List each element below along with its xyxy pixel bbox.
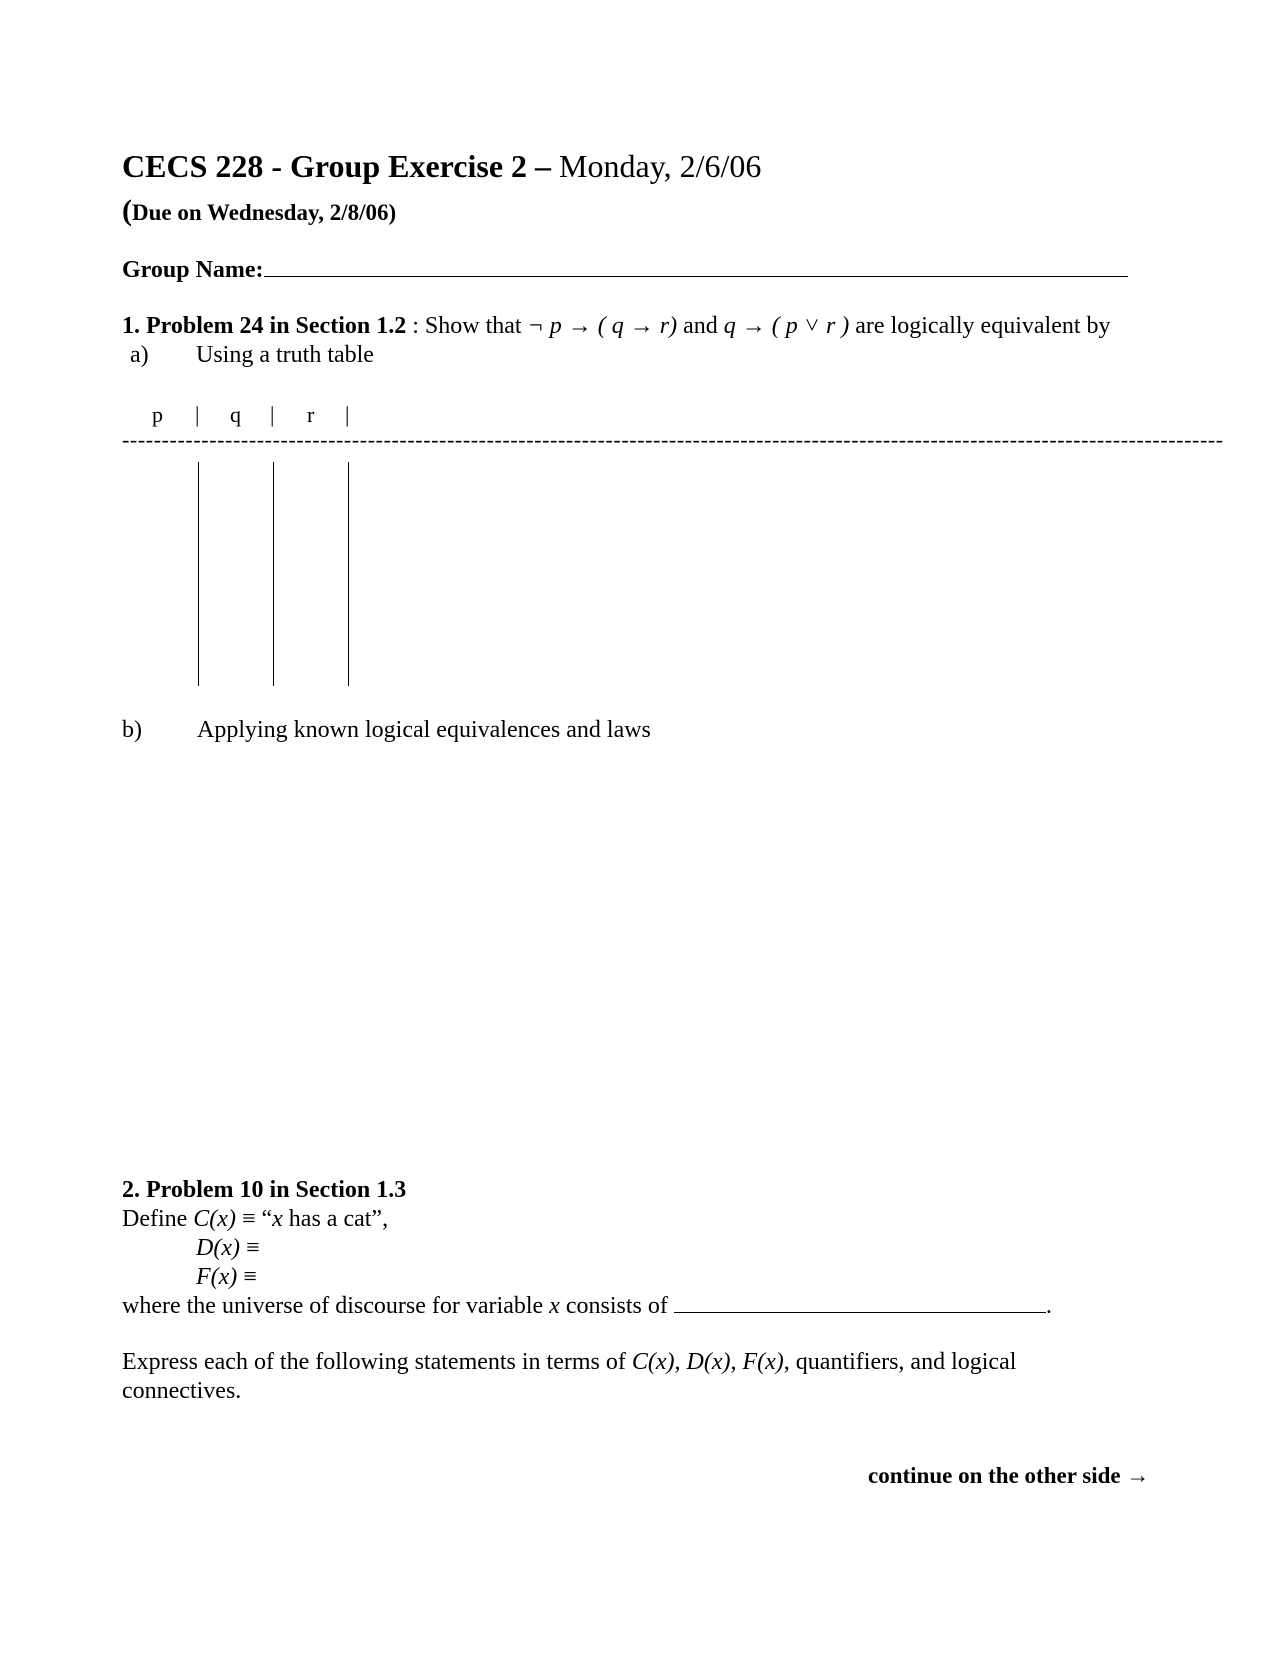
express-tail: , quantifiers, and logical — [783, 1349, 1017, 1375]
universe-blank[interactable] — [674, 1292, 1046, 1313]
truth-table-column-line — [348, 462, 349, 686]
column-r: r — [307, 402, 315, 427]
due-paren: ( — [122, 194, 132, 227]
expression-1: ¬ p → ( q → r) — [527, 313, 678, 339]
define-prefix: Define — [122, 1206, 194, 1232]
predicate-c: C(x) — [193, 1206, 236, 1232]
truth-table-divider: ------------------------------------------------------------------------------------------------------------------------------------------- — [122, 427, 1224, 452]
problem-1-intro: : Show that — [406, 313, 528, 339]
express-instructions-cont: connectives. — [122, 1378, 242, 1404]
column-separator: | — [345, 402, 350, 427]
universe-variable: x — [549, 1293, 560, 1319]
part-b — [122, 717, 651, 744]
problem-1-statement — [122, 313, 1111, 340]
part-a-label: a) — [130, 342, 149, 368]
exercise-date: Monday, 2/6/06 — [559, 148, 762, 184]
column-q: q — [230, 402, 241, 427]
due-date — [122, 194, 396, 228]
universe-tail: consists of — [559, 1293, 674, 1319]
predicate-f: F(x) — [196, 1264, 238, 1290]
c-definition: has a cat”, — [282, 1206, 389, 1232]
problem-1-tail: are logically equivalent by — [849, 313, 1111, 339]
and-text: and — [677, 313, 724, 339]
page-title — [122, 148, 761, 185]
truth-table-column-line — [198, 462, 199, 686]
part-a — [130, 342, 374, 369]
f-equiv: ≡ — [237, 1264, 257, 1290]
express-predicates: C(x), D(x), F(x) — [631, 1349, 784, 1375]
group-name-blank[interactable] — [264, 256, 1128, 277]
d-equiv: ≡ — [239, 1235, 260, 1261]
express-instructions — [122, 1349, 1016, 1376]
group-name-line — [122, 256, 1128, 284]
express-text: Express each of the following statements in terms of — [122, 1349, 632, 1375]
part-b-text: Applying known logical equivalences and laws — [197, 717, 651, 743]
problem-1-heading: 1. Problem 24 in Section 1.2 — [122, 313, 407, 339]
column-separator: | — [270, 402, 275, 427]
universe-line — [122, 1292, 1052, 1320]
define-d — [196, 1235, 260, 1262]
expression-2: q → ( p ˅ r ) — [723, 313, 850, 339]
continue-note: continue on the other side → — [868, 1463, 1150, 1488]
column-p: p — [152, 402, 163, 427]
column-separator: | — [195, 402, 200, 427]
universe-text: where the universe of discourse for variable — [122, 1293, 550, 1319]
define-c — [122, 1206, 388, 1233]
define-f — [196, 1264, 257, 1291]
predicate-d: D(x) — [196, 1235, 240, 1261]
part-b-label: b) — [122, 717, 142, 743]
c-variable: x — [272, 1206, 283, 1232]
universe-end: . — [1045, 1293, 1052, 1319]
part-a-text: Using a truth table — [196, 342, 374, 368]
c-equiv: ≡ “ — [235, 1206, 273, 1232]
course-title: CECS 228 - Group Exercise 2 — [122, 148, 528, 184]
due-text: Due on Wednesday, 2/8/06) — [132, 200, 397, 225]
group-name-label: Group Name: — [122, 257, 264, 283]
problem-2-heading: 2. Problem 10 in Section 1.3 — [122, 1177, 407, 1203]
truth-table-column-line — [273, 462, 274, 686]
title-dash: – — [527, 148, 560, 184]
